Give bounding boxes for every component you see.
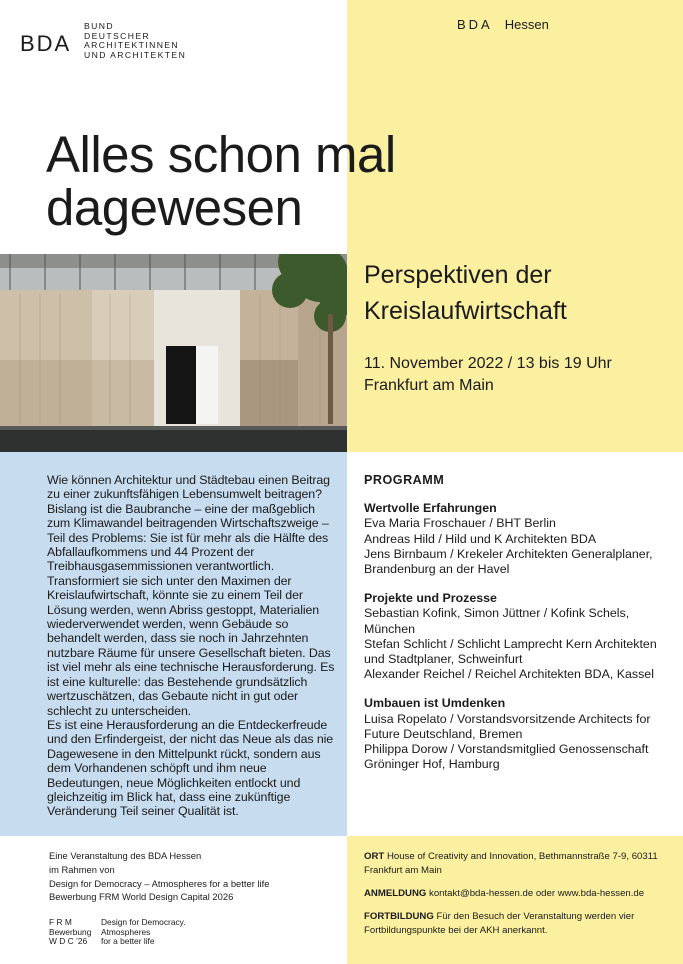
program-entry: Alexander Reichel / Reichel Architekten BDA, Kassel — [364, 667, 654, 682]
organizer-line: im Rahmen von — [49, 863, 115, 875]
organizer-line: Design for Democracy – Atmospheres for a better life — [49, 877, 270, 889]
venue-text: House of Creativity and Innovation, Bethmannstraße 7-9, 60311 Frankfurt am Main — [364, 851, 658, 876]
frm-logo-line: Atmospheres — [101, 926, 151, 937]
frm-logo-line: Design for Democracy. — [101, 917, 186, 927]
header-org: BDA — [457, 17, 493, 32]
logo-line: DEUTSCHER — [84, 30, 151, 41]
program-entry: Eva Maria Froschauer / BHT Berlin — [364, 516, 556, 531]
program-entry: Luisa Ropelato / Vorstandsvorsitzende Architects for Future Deutschland, Bremen — [364, 711, 651, 741]
training-credit-info — [364, 910, 674, 938]
header-region — [457, 17, 549, 32]
building-photo — [0, 254, 347, 452]
logo-line: UND ARCHITEKTEN — [84, 49, 187, 60]
event-date-time: 11. November 2022 / 13 bis 19 Uhr — [364, 355, 612, 372]
program-entry: Philippa Dorow / Vorstandsmitglied Genossenschaft Gröninger Hof, Hamburg — [364, 742, 649, 772]
program-entry: Andreas Hild / Hild und K Architekten BDA — [364, 531, 597, 546]
section-title: Umbauen ist Umdenken — [364, 696, 506, 711]
organizer-line: Eine Veranstaltung des BDA Hessen — [49, 850, 202, 861]
registration-text: kontakt@bda-hessen.de oder www.bda-hessen.de — [429, 888, 645, 899]
event-details — [364, 850, 674, 947]
subtitle-line-2: Kreislaufwirtschaft — [364, 297, 567, 325]
event-info — [364, 353, 612, 397]
page-title — [46, 128, 396, 234]
program-entry: Stefan Schlicht / Schlicht Lamprecht Kern Architekten und Stadtplaner, Schweinfurt — [364, 636, 657, 667]
registration-info — [364, 887, 674, 901]
program-section — [364, 696, 676, 772]
program-section — [364, 501, 676, 577]
body-text — [47, 473, 339, 819]
logo-text — [84, 22, 186, 60]
section-title: Projekte und Prozesse — [364, 591, 497, 606]
logo-letters: BDA — [20, 31, 72, 56]
logo-line: ARCHITEKTINNEN — [84, 40, 180, 51]
training-credit-label: FORTBILDUNG — [364, 911, 434, 922]
program-section — [364, 591, 676, 682]
header-region-name: Hessen — [504, 17, 549, 32]
organizer-line: Bewerbung FRM World Design Capital 2026 — [49, 891, 234, 903]
frm-logo-line: for a better life — [101, 936, 155, 947]
venue-label: ORT — [364, 851, 385, 862]
program — [364, 473, 676, 786]
venue-info — [364, 850, 674, 878]
program-heading: PROGRAMM — [364, 473, 445, 487]
program-entry: Jens Birnbaum / Krekeler Architekten Generalplaner, Brandenburg an der Havel — [364, 546, 653, 577]
program-entry: Sebastian Kofink, Simon Jüttner / Kofink Schels, München — [364, 606, 630, 636]
registration-label: ANMELDUNG — [364, 888, 427, 899]
frm-logo-line: Bewerbung — [49, 926, 92, 937]
organizer-info — [49, 849, 269, 904]
frm-logo-line: W D C ’26 — [49, 936, 88, 947]
training-credit-text: Für den Besuch der Veranstaltung werden vier Fortbildungspunkte bei der AKH anerkannt. — [364, 911, 635, 936]
logo-line: BUND — [84, 21, 114, 31]
body-paragraph-2: Es ist eine Herausforderung an die Entdeckerfreude und den Erfindergeist, der nicht das Neue als das nie Dagewesene in den Mittelpunkt rückt, sondern aus dem Vorhandenen schöpft und ihm neue Bedeutungen, neue Möglichkeiten entlockt und gleichzeitig im Blick hat, dass eine zukünftige Veränderung Teil seiner Qualität ist. — [47, 717, 334, 819]
subtitle-line-1: Perspektiven der — [364, 261, 552, 289]
frm-logo-line: F R M — [49, 917, 72, 927]
frm-wdc-logo — [49, 918, 186, 947]
body-paragraph-1: Wie können Architektur und Städtebau einen Beitrag zu einer zukunftsfähigen Lebensumwelt beitragen? Bislang ist die Baubranche – eine der maßgeblich zum Klimawandel beitragenden Wirtschaftszweige – Teil des Problems: Sie ist für mehr als die Hälfte des Abfallaufkommens und 44 Prozent der Treibhausgasemmissionen verantwortlich. Transformiert sie sich unter den Maximen der Kreislaufwirtschaft, könnte sie zu einem Teil der Lösung werden, wenn Abriss gestoppt, Materialien wiederverwendet werden, wenn Gebäude so behandelt werden, dass sie noch in Jahrzehnten nutzbare Räume für unsere Gesellschaft bieten. Das ist viel mehr als eine technische Herausforderung. Es ist eine kulturelle: das Bestehende grundsätzlich wertzuschätzen, das Gebaute nicht in gut oder schlecht zu unterscheiden. — [47, 473, 335, 718]
title-line-1: Alles schon mal — [46, 126, 396, 183]
building-photo-illustration — [0, 254, 347, 452]
title-line-2: dagewesen — [46, 179, 303, 236]
section-title: Wertvolle Erfahrungen — [364, 501, 497, 516]
subtitle — [364, 257, 567, 329]
event-location: Frankfurt am Main — [364, 377, 494, 394]
